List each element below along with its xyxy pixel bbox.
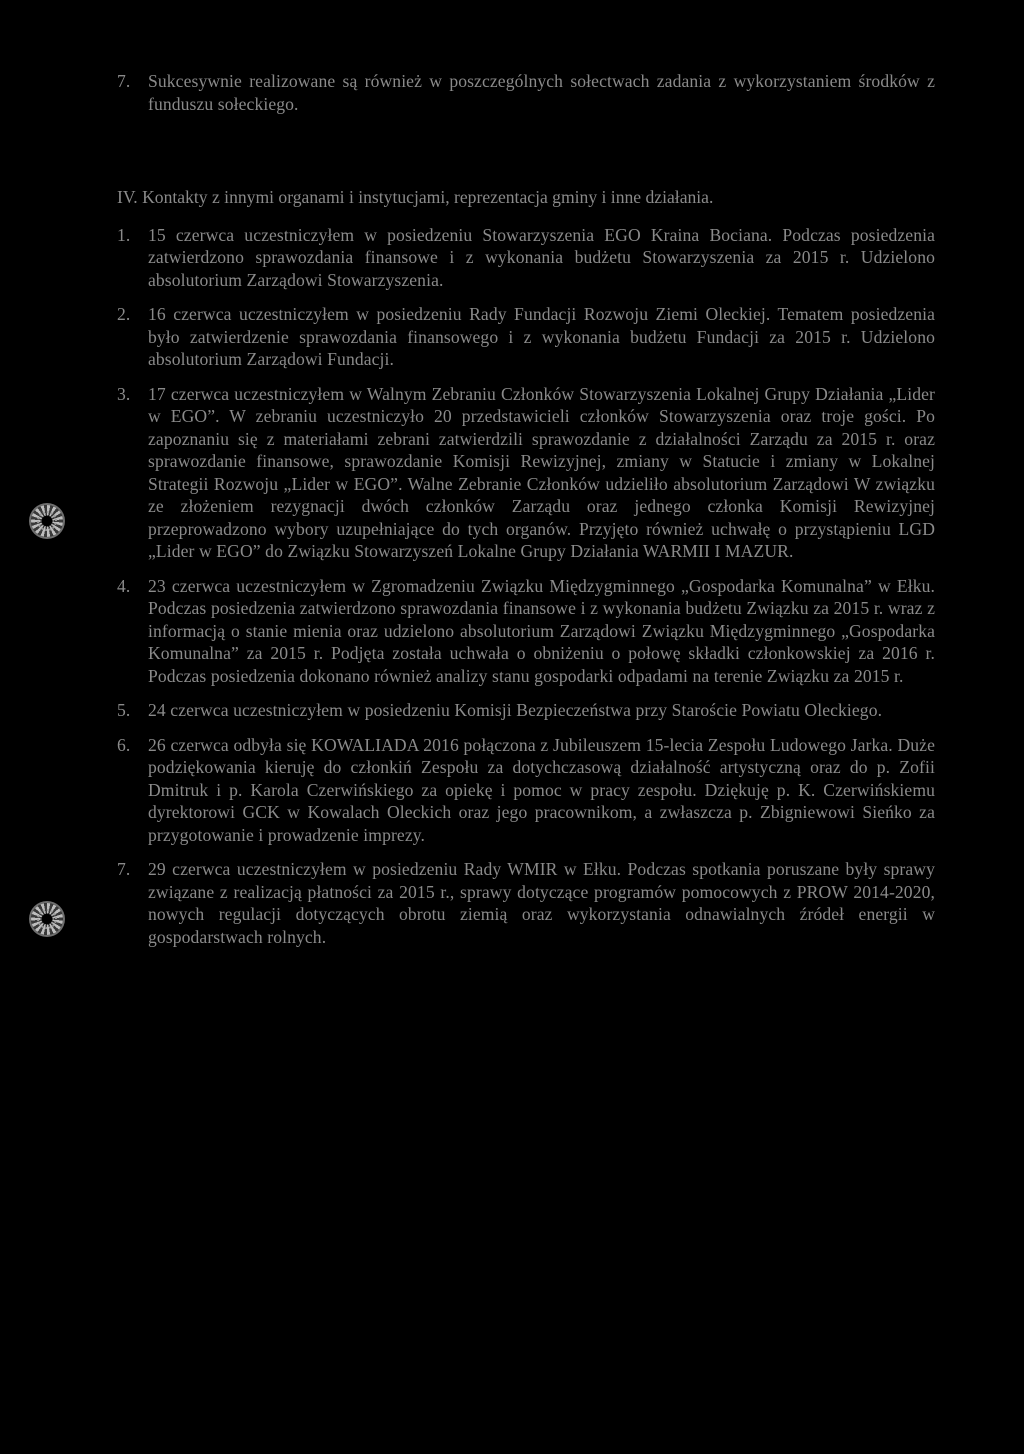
list-item [117,699,935,722]
item-text: 15 czerwca uczestniczyłem w posiedzeniu Stowarzyszenia EGO Kraina Bociana. Podczas posiedzenia zatwierdzono sprawozdania finansowe i z wykonania budżetu Stowarzyszenia za 2015 r. Udzielono absolutorium Zarządowi Stowarzyszenia. [148,224,935,290]
item-number: 7. [117,859,131,879]
document-body [117,70,935,948]
item-number: 7. [117,71,131,91]
list-item [117,575,935,688]
top-list-item [117,70,935,115]
item-number: 6. [117,734,131,755]
item-number: 2. [117,304,131,324]
list-item [117,383,935,563]
item-number: 4. [117,575,131,596]
section-list [117,224,935,949]
item-text: 17 czerwca uczestniczyłem w Walnym Zebraniu Członków Stowarzyszenia Lokalnej Grupy Działania „Lider w EGO”. W zebraniu uczestniczyło 20 przedstawicieli członków Stowarzyszenia oraz troje gości. Po zapoznaniu się z materiałami zebrani zatwierdzili sprawozdanie z działalności Zarządu za 2015 r. oraz sprawozdanie finansowe, sprawozdanie Komisji Rewizyjnej, zmiany w Statucie i zmiany w Lokalnej Strategii Rozwoju „Lider w EGO”. Walne Zebranie Członków udzieliło absolutorium Zarządowi W związku ze złożeniem rezygnacji dwóch członków Zarządu oraz jednego członka Komisji Rewizyjnej przeprowadzono wybory uzupełniające do tych organów. Przyjęto również uchwałę o przystąpieniu LGD „Lider w EGO” do Związku Stowarzyszeń Lokalne Grupy Działania WARMII I MAZUR. [148,383,935,561]
item-number: 1. [117,224,131,245]
list-item [117,303,935,371]
item-number: 3. [117,383,131,404]
list-item [117,858,935,948]
list-item [117,734,935,847]
item-text: 23 czerwca uczestniczyłem w Zgromadzeniu Związku Międzygminnego „Gospodarka Komunalna” w Ełku. Podczas posiedzenia zatwierdzono sprawozdania finansowe i z wykonania budżetu Związku za 2015 r. wraz z informacją o stanie mienia oraz udzielono absolutorium Zarządowi Związku Międzygminnego „Gospodarka Komunalna” za 2015 r. Podjęta została uchwała o obniżeniu o połowę składki członkowskiej za 2016 r. Podczas posiedzenia dokonano również analizy stanu gospodarki odpadami na terenie Związku za 2015 r. [148,575,935,686]
item-number: 5. [117,700,131,720]
list-item [117,224,935,292]
binder-hole-icon [31,505,63,537]
item-text: 26 czerwca odbyła się KOWALIADA 2016 połączona z Jubileuszem 15-lecia Zespołu Ludowego Jarka. Duże podziękowania kieruję do członkiń Zespołu za dotychczasową działalność artystyczną oraz do p. Zofii Dmitruk i p. Karola Czerwińskiego za opiekę i pomoc w pracy zespołu. Dziękuję p. K. Czerwińskiemu dyrektorowi GCK w Kowalach Oleckich oraz jego pracownikom, a zwłaszcza p. Zbigniewowi Sieńko za przygotowanie i prowadzenie imprezy. [148,734,935,845]
item-text: 24 czerwca uczestniczyłem w posiedzeniu Komisji Bezpieczeństwa przy Staroście Powiatu Oleckiego. [148,700,883,720]
item-text: 29 czerwca uczestniczyłem w posiedzeniu Rady WMIR w Ełku. Podczas spotkania poruszane były sprawy związane z realizacją płatności za 2015 r., sprawy dotyczące programów pomocowych z PROW 2014-2020, nowych regulacji dotyczących obrotu ziemią oraz wykorzystania odnawialnych źródeł energii w gospodarstwach rolnych. [148,859,935,947]
binder-hole-icon [31,903,63,935]
section-heading: IV. Kontakty z innymi organami i instytucjami, reprezentacja gminy i inne działania. [117,187,714,207]
item-text: 16 czerwca uczestniczyłem w posiedzeniu Rady Fundacji Rozwoju Ziemi Oleckiej. Tematem posiedzenia było zatwierdzenie sprawozdania finansowego i z wykonania budżetu Fundacji za 2015 r. Udzielono absolutorium Zarządowi Fundacji. [148,304,935,369]
item-text: Sukcesywnie realizowane są również w poszczególnych sołectwach zadania z wykorzystaniem środków z funduszu sołeckiego. [148,71,935,114]
